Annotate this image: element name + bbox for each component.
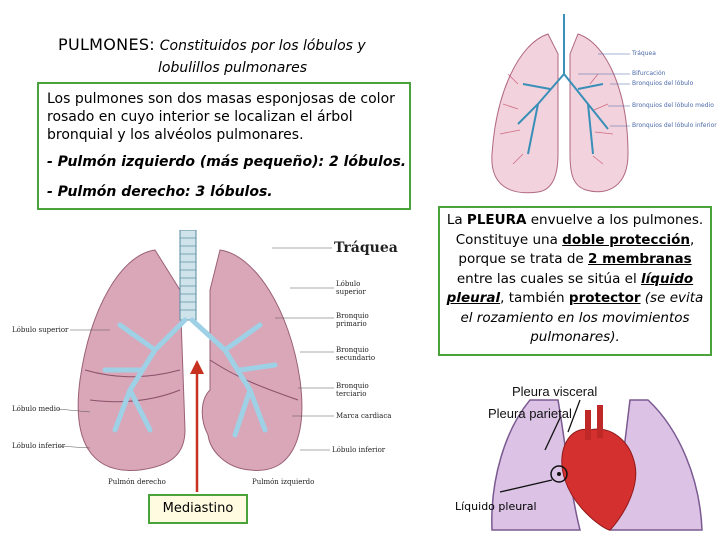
label-lobulo-superior-izq: Lóbulo superior xyxy=(12,326,69,334)
pleura-t3: envuelve a los pulmones. Constituye una xyxy=(455,212,704,248)
pleura-membranas: 2 membranas xyxy=(588,251,692,267)
top-label-bifurcation: Bifurcación xyxy=(632,70,666,77)
mediastino-arrow xyxy=(190,360,204,492)
intro-text: Los pulmones son dos masas esponjosas de color rosado en cuyo interior se localizan el árbol bronquial y los alvéolos pulmonares. xyxy=(47,91,395,143)
pleura-t11: (se evita el rozamiento en los movimientos pulmonares). xyxy=(460,290,704,345)
label-bronquio-primario: Bronquio primario xyxy=(336,312,369,328)
label-lobulo-inferior-der: Lóbulo inferior xyxy=(332,446,386,454)
label-lobulo-superior-der: Lóbulo superior xyxy=(336,280,366,296)
label-lobulo-inferior-izq: Lóbulo inferior xyxy=(12,442,66,450)
bullet-left-lung: - Pulmón izquierdo (más pequeño): 2 lóbulos. xyxy=(47,154,407,170)
bullet-right-lung: - Pulmón derecho: 3 lóbulos. xyxy=(47,184,273,200)
label-pleura-visceral: Pleura visceral xyxy=(512,384,598,399)
pleura-doble-proteccion: doble protección xyxy=(562,231,690,248)
title-rest-2: lobulillos pulmonares xyxy=(158,60,308,76)
top-label-trachea: Tráquea xyxy=(632,50,656,57)
label-bronquio-terciario: Bronquio terciario xyxy=(336,382,369,398)
pleura-keyword: PLEURA xyxy=(466,212,527,228)
top-label-bronchi-lobe: Bronquios del lóbulo xyxy=(632,80,694,87)
title-main: PULMONES: xyxy=(58,35,155,54)
pleura-t7: entre las cuales se sitúa el xyxy=(456,270,642,287)
title-rest-1: Constituidos por los lóbulos y xyxy=(159,38,366,54)
label-lobulo-medio: Lóbulo medio xyxy=(12,405,61,413)
label-marca-cardiaca: Marca cardiaca xyxy=(336,412,392,420)
pleura-t1: La xyxy=(446,212,467,228)
label-pulmon-derecho: Pulmón derecho xyxy=(108,478,166,486)
label-pleura-parietal: Pleura parietal xyxy=(488,406,572,421)
pleura-t9: , también xyxy=(500,290,569,306)
label-liquido-pleural: Líquido pleural xyxy=(455,500,537,513)
pleura-liquido: líquido pleural xyxy=(446,270,694,306)
label-trachea: Tráquea xyxy=(334,240,398,256)
top-label-bronchi-inferior: Bronquios del lóbulo inferior xyxy=(632,122,717,129)
pleura-protector: protector xyxy=(568,290,641,306)
pleura-t5: , porque se trata de xyxy=(458,231,695,267)
label-bronquio-secundario: Bronquio secundario xyxy=(336,346,376,362)
mediastino-box: Mediastino xyxy=(148,494,248,524)
top-label-bronchi-middle: Bronquios del lóbulo medio xyxy=(632,102,714,109)
label-pulmon-izquierdo: Pulmón izquierdo xyxy=(252,478,315,486)
